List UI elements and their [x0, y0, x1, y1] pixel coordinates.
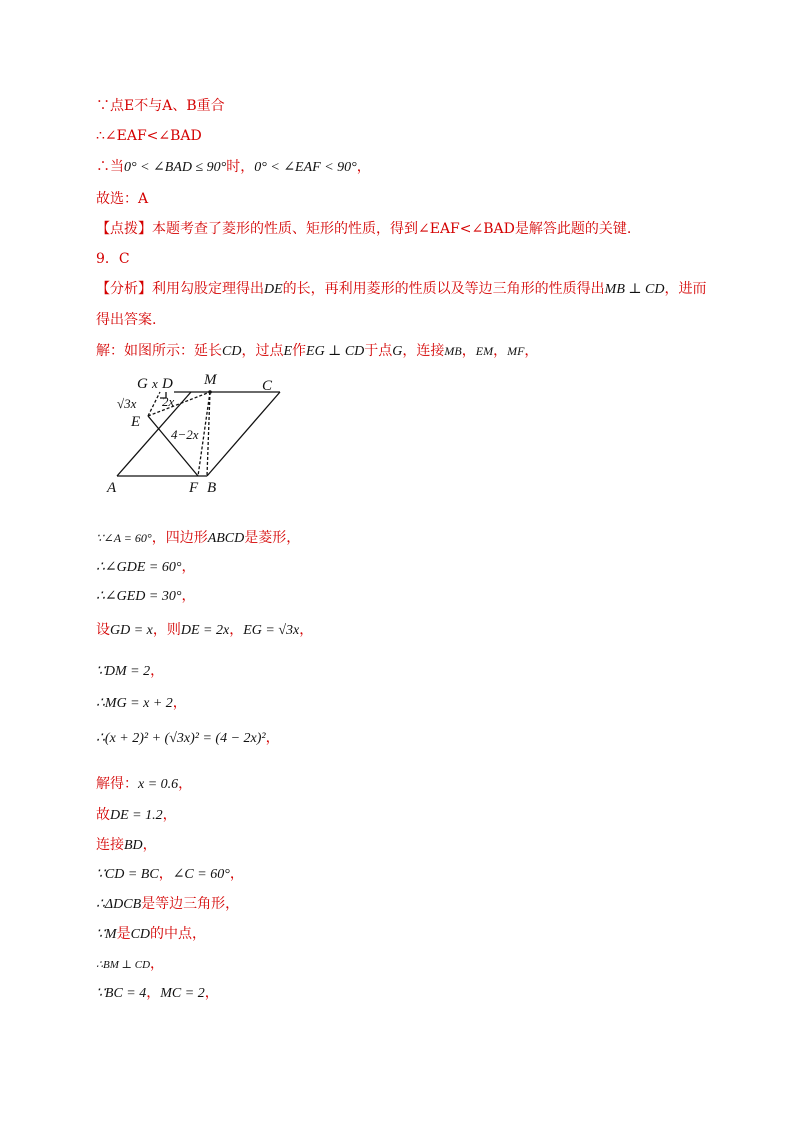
label-e: E	[131, 414, 141, 430]
question-number: 9．C	[96, 251, 130, 267]
label-g: G	[137, 376, 148, 392]
line-de-value: 故DE = 1.2，	[96, 807, 177, 823]
label-sqrt3x: √3x	[117, 396, 137, 411]
line-angle-range: ∴当0° < ∠BAD ≤ 90°时，0° < ∠EAF < 90°，	[96, 159, 371, 175]
label-c: C	[262, 378, 273, 394]
label-a: A	[107, 480, 117, 496]
line-cd-equals-bc: ∵CD = BC，∠C = 60°，	[96, 866, 244, 882]
label-2x: 2x	[162, 394, 175, 409]
line-e-not-coincide: ∵点E不与A、B重合	[96, 98, 225, 114]
line-midpoint: ∵M是CD的中点，	[96, 926, 207, 942]
line-answer-choice: 故选：A	[96, 191, 149, 207]
line-dm: ∵DM = 2，	[96, 663, 165, 679]
segment-ef	[148, 416, 198, 476]
rhombus-figure	[100, 368, 340, 498]
line-rhombus-given: ∵∠A = 60°，四边形ABCD是菱形，	[96, 530, 301, 546]
line-solution-intro: 解：如图所示：延长CD，过点E作EG ⊥ CD于点G，连接MB，EM，MF，	[96, 343, 539, 359]
label-f: F	[189, 480, 199, 496]
point-m	[208, 390, 212, 394]
segment-em	[148, 392, 210, 416]
line-solve-x: 解得：x = 0.6，	[96, 776, 193, 792]
line-angle-gde: ∴∠GDE = 60°，	[96, 559, 196, 575]
side-bc	[207, 392, 280, 476]
line-mg: ∴MG = x + 2，	[96, 695, 187, 711]
line-pythagoras-equation: ∴(x + 2)² + (√3x)² = (4 − 2x)²，	[96, 730, 280, 746]
line-tip: 【点拨】本题考查了菱形的性质、矩形的性质，得到∠EAF<∠BAD是解答此题的关键.	[96, 221, 632, 237]
line-bc-mc: ∵BC = 4，MC = 2，	[96, 985, 219, 1001]
line-bm-perpendicular: ∴BM ⊥ CD，	[96, 956, 165, 972]
line-angle-compare: ∴∠EAF<∠BAD	[96, 128, 202, 144]
label-d: D	[162, 376, 173, 392]
line-connect-bd: 连接BD，	[96, 837, 157, 853]
analysis-paragraph: 【分析】利用勾股定理得出DE的长，再利用菱形的性质以及等边三角形的性质得出MB ⊥ CD，进而 得出答案.	[96, 281, 707, 328]
label-4-2x: 4−2x	[171, 427, 199, 442]
line-angle-ged: ∴∠GED = 30°，	[96, 588, 196, 604]
label-x: x	[152, 376, 158, 391]
line-let-gd: 设GD = x，则DE = 2x，EG = √3x，	[96, 622, 314, 638]
line-equilateral: ∴ΔDCB是等边三角形，	[96, 896, 240, 912]
label-b: B	[207, 480, 217, 496]
label-m: M	[204, 372, 217, 388]
